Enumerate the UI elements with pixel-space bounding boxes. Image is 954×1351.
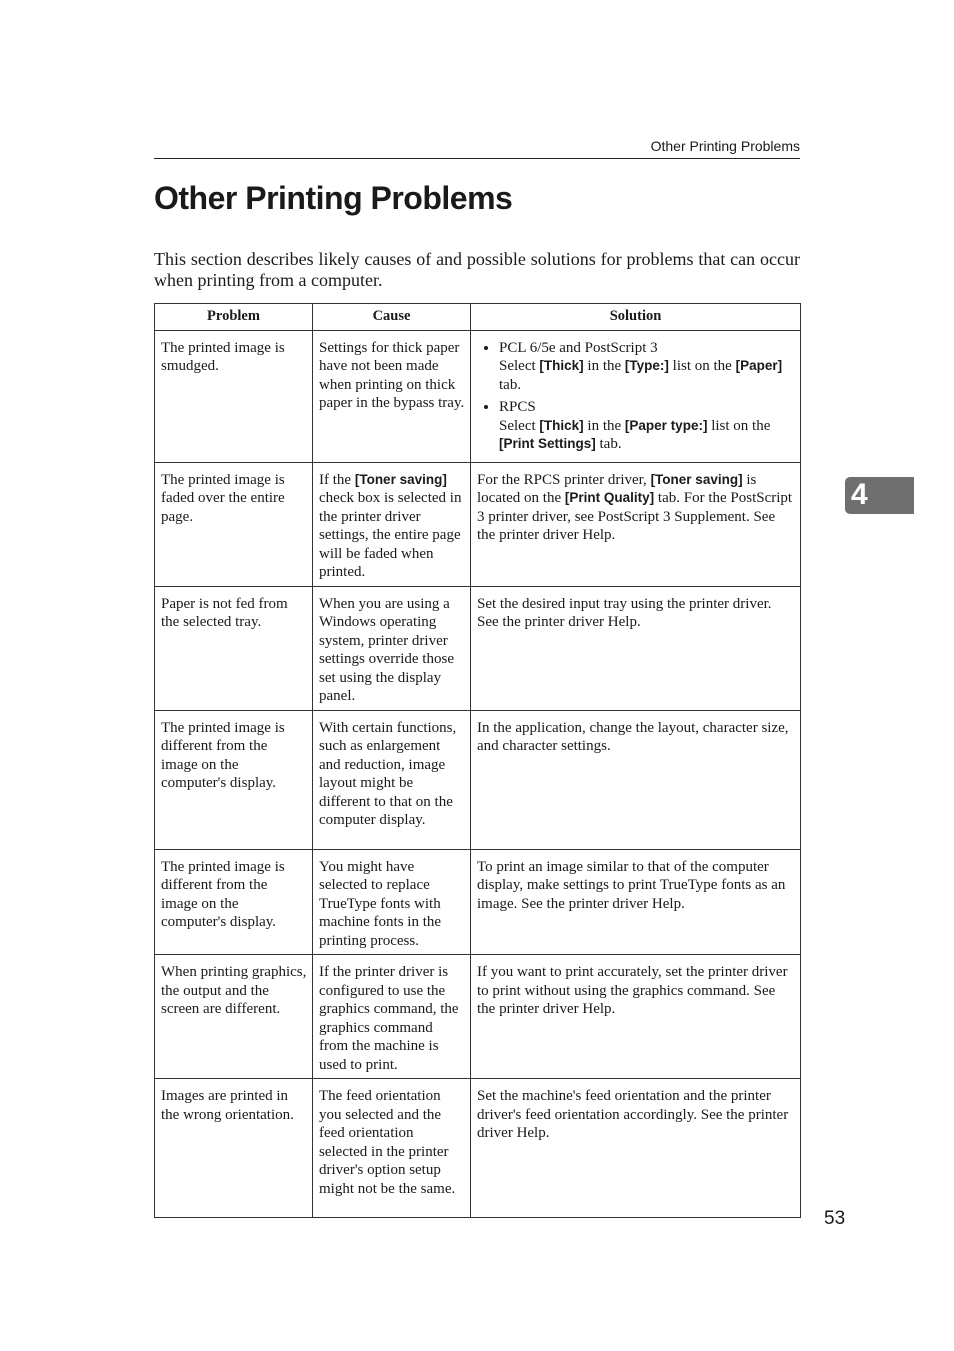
- column-header-problem: Problem: [155, 304, 313, 331]
- ui-option-thick: [Thick]: [539, 358, 584, 373]
- problem-cell: The printed image is different from the image on the computer's display.: [155, 849, 313, 955]
- problem-cell: The printed image is different from the image on the computer's display.: [155, 710, 313, 849]
- cause-cell: You might have selected to replace TrueType fonts with machine fonts in the printing process.: [313, 849, 471, 955]
- driver-label: PCL 6/5e and PostScript 3: [499, 339, 658, 356]
- troubleshooting-table: [154, 303, 801, 1218]
- table-header-row: [155, 304, 801, 331]
- ui-list-type: [Type:]: [624, 358, 669, 373]
- table-row: [155, 710, 801, 849]
- problem-cell: Images are printed in the wrong orientation.: [155, 1079, 313, 1218]
- table-row: [155, 462, 801, 586]
- cause-cell: With certain functions, such as enlargement and reduction, image layout might be different to that on the computer display.: [313, 710, 471, 849]
- solution-cell: Set the desired input tray using the printer driver. See the printer driver Help.: [471, 586, 801, 710]
- column-header-solution: Solution: [471, 304, 801, 331]
- chapter-number: 4: [851, 478, 868, 511]
- cause-cell: Settings for thick paper have not been made when printing on thick paper in the bypass tray.: [313, 330, 471, 462]
- solution-cell: For the RPCS printer driver, [Toner saving] is located on the [Print Quality] tab. For the PostScript 3 printer driver, see PostScript 3 Supplement. See the printer driver Help.: [471, 462, 801, 586]
- table-row: [155, 849, 801, 955]
- page-title: Other Printing Problems: [154, 180, 513, 216]
- ui-option-toner-saving: [Toner saving]: [650, 471, 743, 487]
- running-header: Other Printing Problems: [650, 138, 800, 154]
- solution-cell: Set the machine's feed orientation and the printer driver's feed orientation accordingly. See the printer driver Help.: [471, 1079, 801, 1218]
- solution-cell: To print an image similar to that of the computer display, make settings to print TrueType fonts as an image. See the printer driver Help.: [471, 849, 801, 955]
- cause-cell: When you are using a Windows operating system, printer driver settings override those set using the display panel.: [313, 586, 471, 710]
- problem-cell: The printed image is smudged.: [155, 330, 313, 462]
- table-row: [155, 586, 801, 710]
- problem-cell: When printing graphics, the output and the screen are different.: [155, 955, 313, 1079]
- column-header-cause: Cause: [313, 304, 471, 331]
- header-rule: [154, 158, 800, 159]
- list-item: • PCL 6/5e and PostScript 3 Select [Thick] in the [Type:] list on the [Paper] tab.: [499, 339, 795, 395]
- table-row: [155, 330, 801, 462]
- list-item: • RPCS Select [Thick] in the [Paper type:] list on the [Print Settings] tab.: [499, 398, 795, 454]
- page-number: 53: [824, 1208, 846, 1229]
- solution-cell: [471, 330, 801, 462]
- cause-cell: If the [Toner saving] check box is selected in the printer driver settings, the entire page will be faded when printed.: [313, 462, 471, 586]
- ui-tab-print-settings: [Print Settings]: [499, 436, 596, 451]
- ui-option-thick: [Thick]: [539, 417, 584, 433]
- table-row: [155, 1079, 801, 1218]
- chapter-tab: [845, 477, 914, 514]
- ui-tab-paper: [Paper]: [735, 358, 783, 373]
- ui-checkbox-toner-saving: [Toner saving]: [354, 471, 447, 487]
- intro-paragraph: This section describes likely causes of and possible solutions for problems that can occur when printing from a computer.: [154, 249, 800, 290]
- ui-list-paper-type: [Paper type:]: [624, 417, 708, 433]
- table-row: [155, 955, 801, 1079]
- driver-label: RPCS: [499, 399, 536, 415]
- cause-cell: The feed orientation you selected and the feed orientation selected in the printer driver's option setup might not be the same.: [313, 1079, 471, 1218]
- solution-list: [477, 339, 795, 454]
- solution-cell: If you want to print accurately, set the printer driver to print without using the graphics command. See the printer driver Help.: [471, 955, 801, 1079]
- ui-tab-print-quality: [Print Quality]: [564, 490, 655, 505]
- problem-cell: The printed image is faded over the entire page.: [155, 462, 313, 586]
- problem-cell: Paper is not fed from the selected tray.: [155, 586, 313, 710]
- cause-cell: If the printer driver is configured to use the graphics command, the graphics command from the machine is used to print.: [313, 955, 471, 1079]
- solution-cell: In the application, change the layout, character size, and character settings.: [471, 710, 801, 849]
